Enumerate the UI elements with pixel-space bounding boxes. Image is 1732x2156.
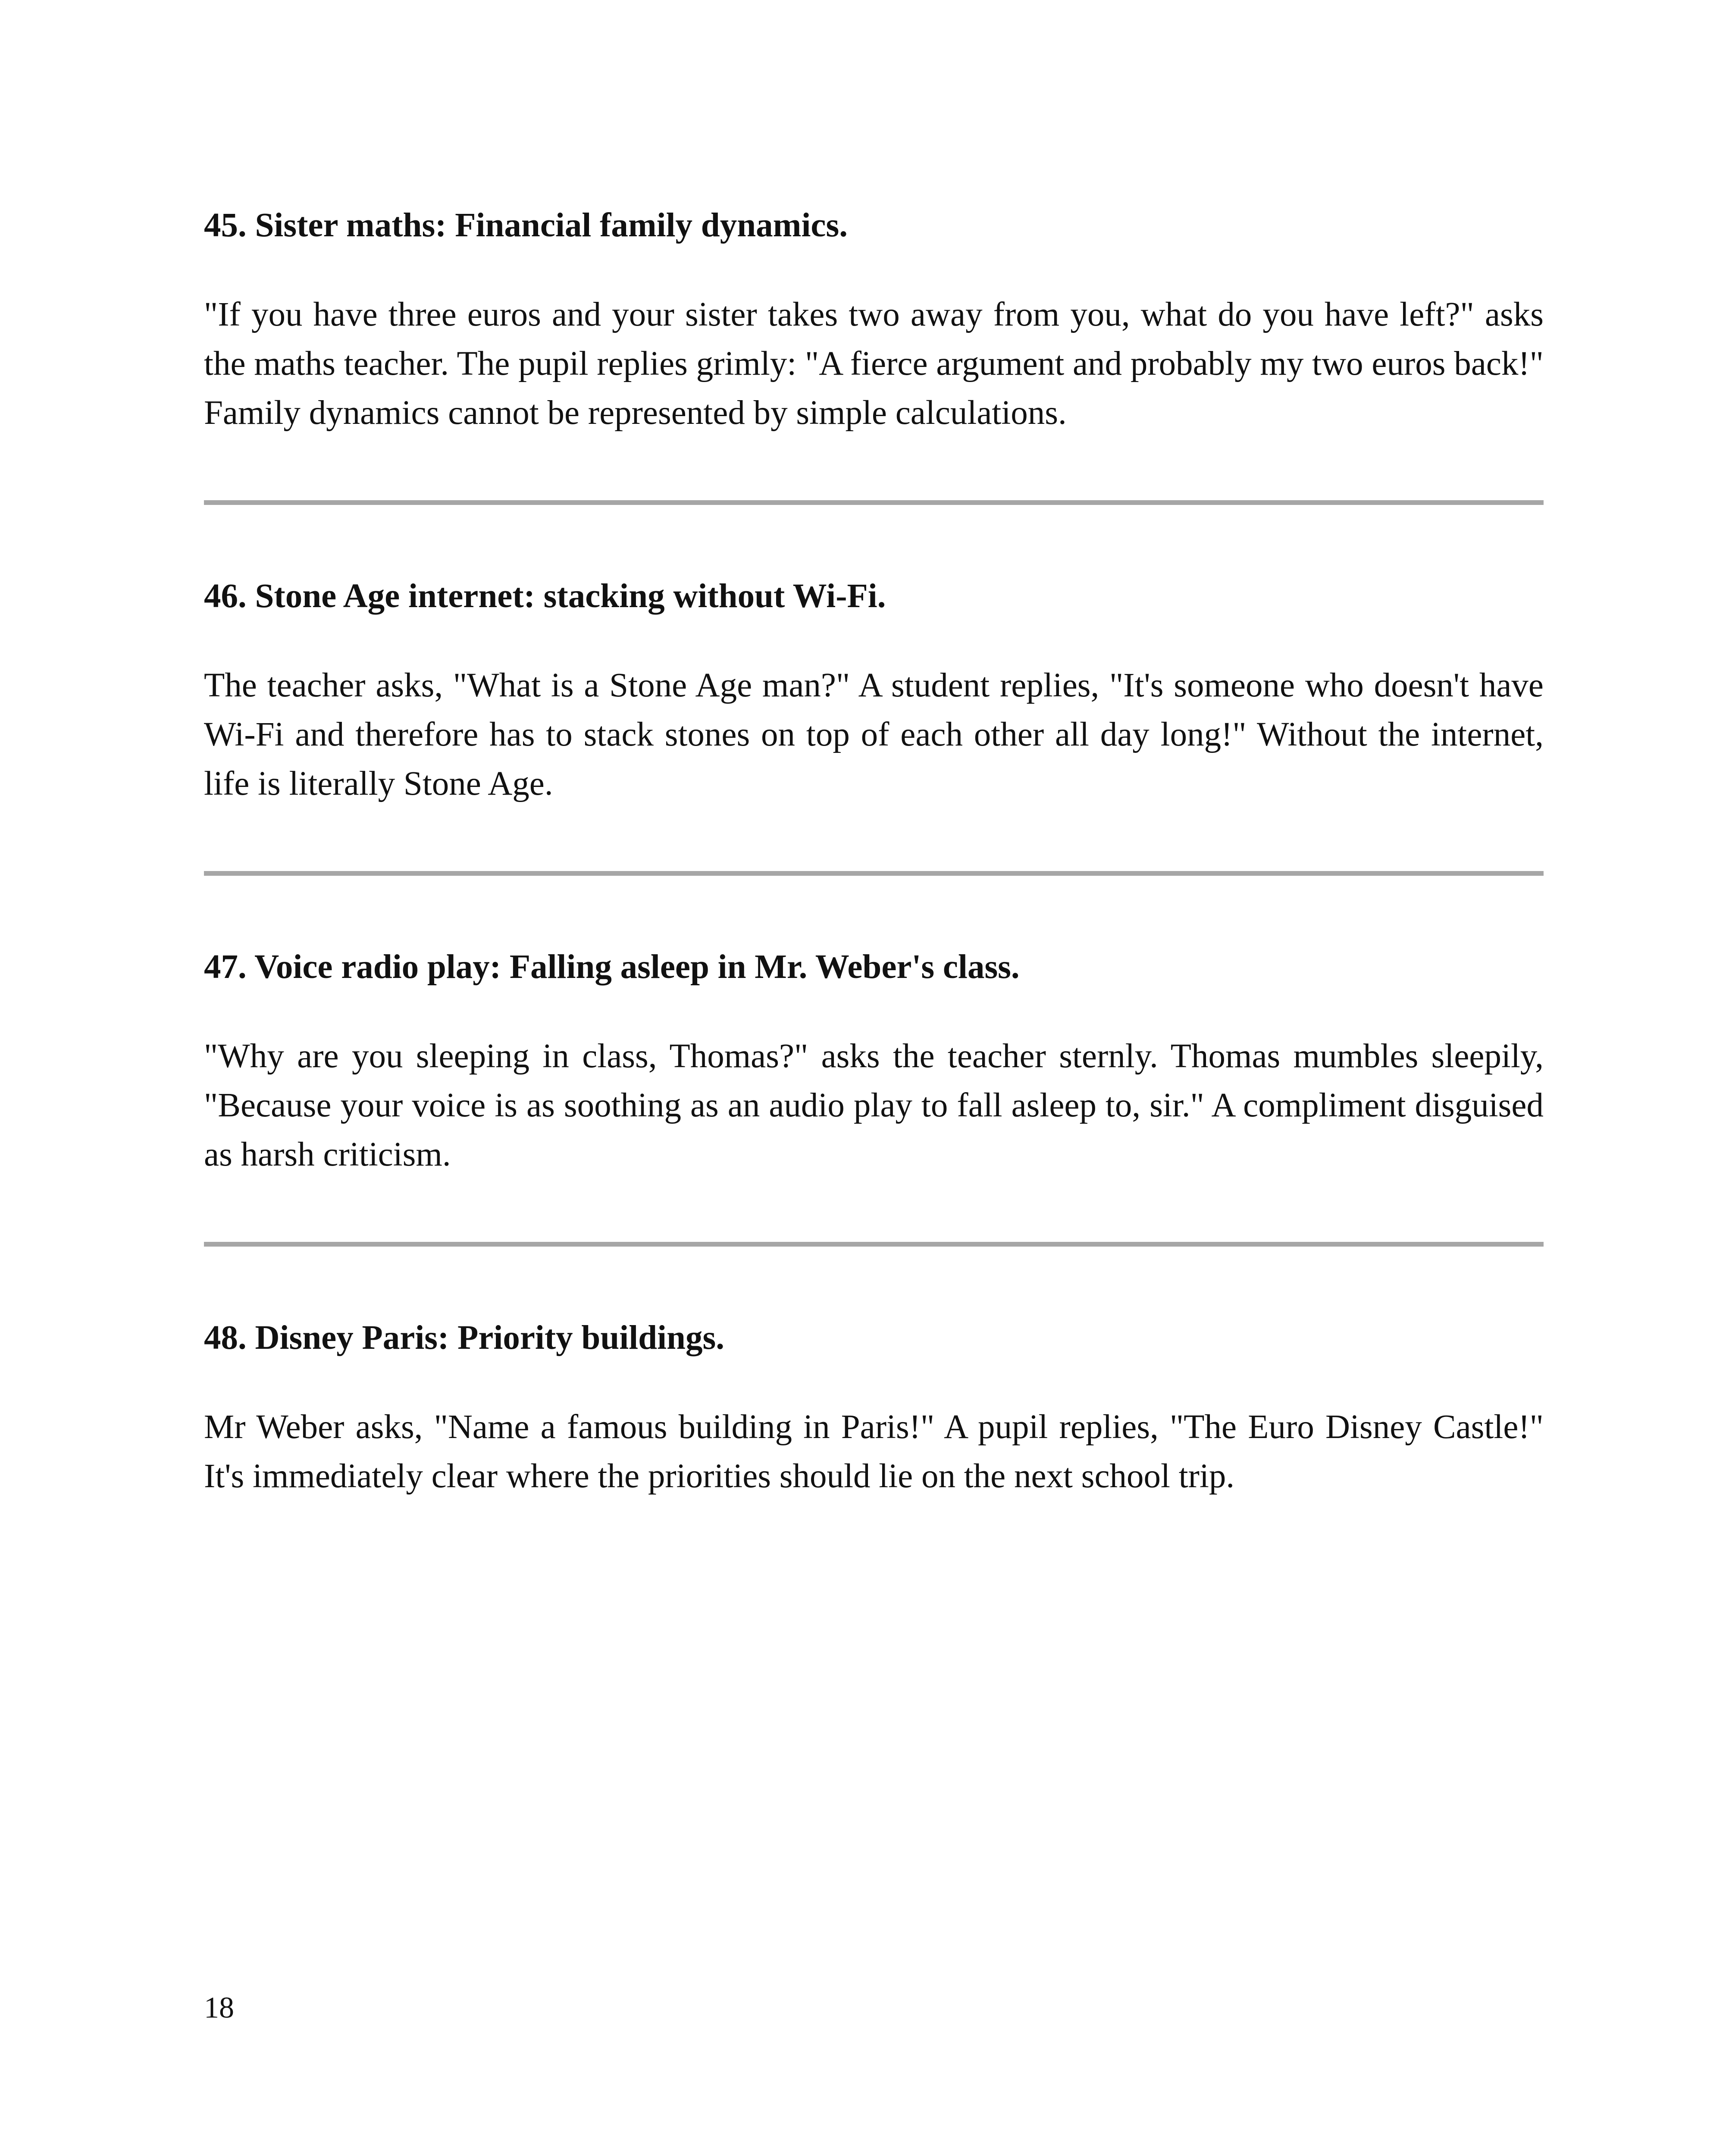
section-title: 46. Stone Age internet: stacking without Wi-Fi. <box>204 577 886 615</box>
section-46 <box>204 573 1544 808</box>
section-divider <box>204 500 1544 505</box>
page-content <box>204 203 1544 1501</box>
section-body: The teacher asks, "What is a Stone Age man?" A student replies, "It's someone who doesn't have Wi-Fi and therefore has to stack stones on top of each other all day long!" Without the internet, life is literally Stone Age. <box>204 667 1544 802</box>
section-divider <box>204 871 1544 876</box>
section-title: 48. Disney Paris: Priority buildings. <box>204 1319 724 1357</box>
page-number: 18 <box>204 1991 234 2024</box>
section-47 <box>204 944 1544 1179</box>
section-body: Mr Weber asks, "Name a famous building in Paris!" A pupil replies, "The Euro Disney Castle!" It's immediately clear where the priorities should lie on the next school trip. <box>204 1408 1544 1495</box>
section-divider <box>204 1242 1544 1247</box>
section-body: "If you have three euros and your sister takes two away from you, what do you have left?" asks the maths teacher. The pupil replies grimly: "A fierce argument and probably my two euros back!" Family dynamics cannot be represented by simple calculations. <box>204 296 1544 432</box>
section-title: 45. Sister maths: Financial family dynamics. <box>204 207 848 244</box>
section-48 <box>204 1315 1544 1501</box>
section-body: "Why are you sleeping in class, Thomas?" asks the teacher sternly. Thomas mumbles sleepily, "Because your voice is as soothing as an audio play to fall asleep to, sir." A compliment disguised as harsh criticism. <box>204 1037 1544 1173</box>
section-title: 47. Voice radio play: Falling asleep in Mr. Weber's class. <box>204 948 1020 986</box>
section-45 <box>204 203 1544 438</box>
